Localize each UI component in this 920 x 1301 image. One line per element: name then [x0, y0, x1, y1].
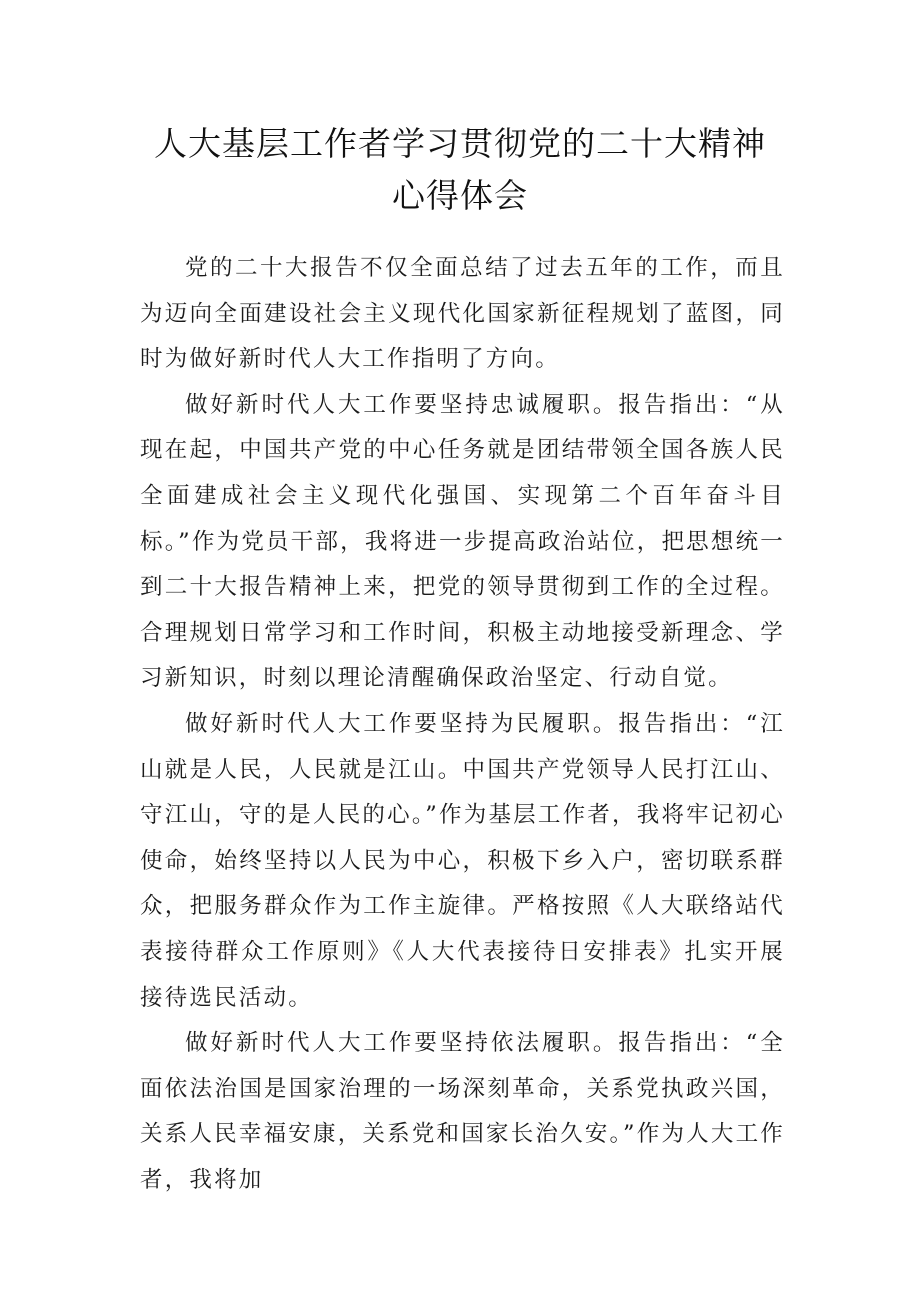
- paragraph-rule-of-law: 做好新时代人大工作要坚持依法履职。报告指出：“全面依法治国是国家治理的一场深刻革命，关系党执政兴国，关系人民幸福安康，关系党和国家长治久安。”作为人大工作者，我将加: [140, 1030, 785, 1193]
- document-title: [0, 118, 920, 222]
- paragraph-intro: 党的二十大报告不仅全面总结了过去五年的工作，而且为迈向全面建设社会主义现代化国家新征程规划了蓝图，同时为做好新时代人大工作指明了方向。: [140, 255, 785, 373]
- title-line-1: 人大基层工作者学习贯彻党的二十大精神: [154, 124, 766, 163]
- paragraph-loyalty: 做好新时代人大工作要坚持忠诚履职。报告指出：“从现在起，中国共产党的中心任务就是团结带领全国各族人民全面建成社会主义现代化强国、实现第二个百年奋斗目标。”作为党员干部，我将进一步提高政治站位，把思想统一到二十大报告精神上来，把党的领导贯彻到工作的全过程。合理规划日常学习和工作时间，积极主动地接受新理念、学习新知识，时刻以理论清醒确保政治坚定、行动自觉。: [140, 391, 785, 692]
- title-line-2: 心得体会: [392, 176, 528, 215]
- paragraph-people: 做好新时代人大工作要坚持为民履职。报告指出：“江山就是人民，人民就是江山。中国共产党领导人民打江山、守江山，守的是人民的心。”作为基层工作者，我将牢记初心使命，始终坚持以人民为中心，积极下乡入户，密切联系群众，把服务群众作为工作主旋律。严格按照《人大联络站代表接待群众工作原则》《人大代表接待日安排表》扎实开展接待选民活动。: [140, 710, 785, 1011]
- document-body: [140, 246, 785, 1203]
